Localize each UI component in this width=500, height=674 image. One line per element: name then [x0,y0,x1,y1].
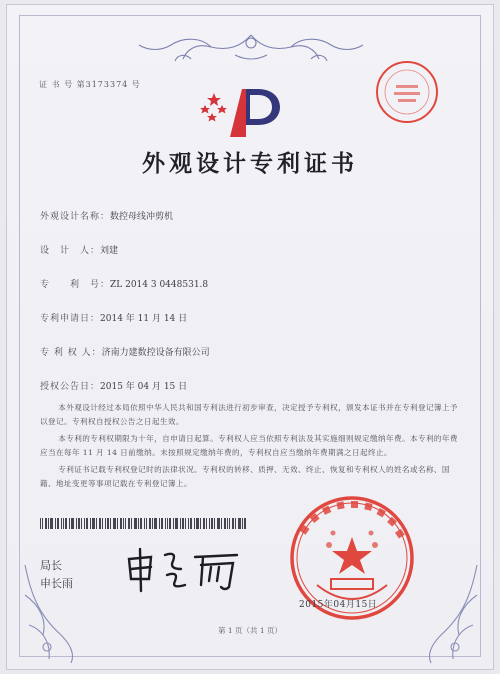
design-name-field [40,209,173,222]
filing-date-label: 专利申请日： [40,314,101,324]
patent-number-value: ZL 2014 3 0448531.8 [110,280,209,290]
certificate-page [6,4,494,670]
patent-number-label: 专 利 号： [40,280,111,290]
top-ornament-icon [131,29,371,69]
grant-date-field [40,379,187,392]
right-corner-ornament-icon [421,565,481,665]
body-paragraph-2: 本专利的专利权期限为十年，自申请日起算。专利权人应当依照专利法及其实施细则规定缴纳年费。本专利的年费应当在每年 11 月 14 日前缴纳。未按照规定缴纳年费的，专利权自应当缴纳年费期满之日起终止。 [40,434,458,457]
certificate-number: 证 书 号 第3173374 号 [39,80,141,89]
handwritten-signature-icon [125,545,245,595]
design-name-label: 外观设计名称： [40,212,111,222]
grant-date-value: 2015 年 04 月 15 日 [100,382,188,392]
certificate-body [40,401,460,494]
designer-value: 刘建 [100,246,119,256]
filing-date-field [40,311,187,324]
patentee-value: 济南力建数控设备有限公司 [101,348,210,358]
signature-title: 局长 [40,559,62,572]
patent-office-logo-icon [200,85,282,139]
body-paragraph-3: 专利证书记载专利权登记时的法律状况。专利权的转移、质押、无效、终止、恢复和专利权人的姓名或名称、国籍、地址变更等事项记载在专利登记簿上。 [40,465,450,488]
page-number: 第 1 页（共 1 页） [217,626,283,635]
patent-number-field [40,277,208,290]
body-paragraph-1: 本外观设计经过本局依照中华人民共和国专利法进行初步审查，决定授予专利权，颁发本证书并在专利登记簿上予以登记。专利权自授权公告之日起生效。 [40,403,458,426]
seal-date: 2015年04月15日 [299,600,378,610]
patentee-label: 专 利 权 人： [40,348,102,358]
barcode-icon [40,518,250,529]
certificate-title: 外观设计专利证书 [142,151,358,177]
designer-label: 设 计 人： [40,246,101,256]
grant-date-label: 授权公告日： [40,382,101,392]
small-red-seal-icon [374,59,440,125]
signature-name: 申长雨 [40,577,73,590]
designer-field [40,243,118,256]
patentee-field [40,345,210,358]
filing-date-value: 2014 年 11 月 14 日 [100,314,188,324]
design-name-value: 数控母线冲剪机 [110,212,174,222]
